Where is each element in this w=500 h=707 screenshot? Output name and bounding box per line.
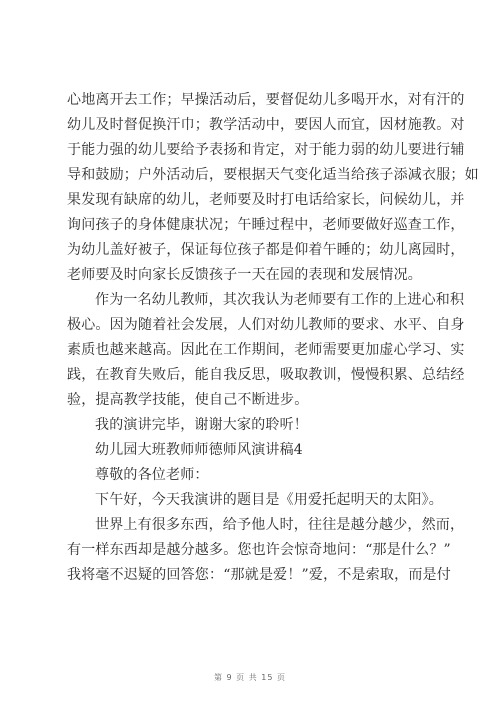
text-line: 有一样东西却是越分越多。您也许会惊奇地问：“那是什么？” bbox=[67, 542, 451, 558]
text-line: 于能力强的幼儿要给予表扬和肯定，对于能力弱的幼儿要进行辅 bbox=[67, 142, 465, 158]
paragraph-start-line: 作为一名幼儿教师，其次我认为老师要有工作的上进心和积 bbox=[95, 292, 465, 308]
text-line: 极心。因为随着社会发展，人们对幼儿教师的要求、水平、自身 bbox=[67, 317, 465, 333]
page-number-footer: 第 9 页 共 15 页 bbox=[214, 673, 286, 682]
text-line: 导和鼓励；户外活动后，要根据天气变化适当给孩子添减衣服；如 bbox=[67, 167, 479, 183]
text-line: 询问孩子的身体健康状况；午睡过程中，老师要做好巡查工作， bbox=[67, 217, 465, 233]
text-line: 果发现有缺席的幼儿，老师要及时打电话给家长，问候幼儿，并 bbox=[67, 192, 465, 208]
closing-line: 我的演讲完毕，谢谢大家的聆听！ bbox=[95, 417, 308, 433]
salutation: 尊敬的各位老师： bbox=[95, 467, 209, 483]
text-line: 素质也越来越高。因此在工作期间，老师需要更加虚心学习、实 bbox=[67, 342, 465, 358]
text-line: 为幼儿盖好被子，保证每位孩子都是仰着午睡的；幼儿离园时， bbox=[67, 242, 465, 258]
text-line: 老师要及时向家长反馈孩子一天在园的表现和发展情况。 bbox=[67, 267, 422, 283]
section-title: 幼儿园大班教师师德师风演讲稿4 bbox=[95, 442, 303, 458]
text-line: 践，在教育失败后，能自我反思，吸取教训，慢慢积累、总结经 bbox=[67, 367, 465, 383]
text-line: 心地离开去工作；早操活动后，要督促幼儿多喝开水，对有汗的 bbox=[67, 92, 465, 108]
paragraph-start-line: 世界上有很多东西，给予他人时，往往是越分越少，然而， bbox=[95, 517, 465, 533]
greeting-line: 下午好，今天我演讲的题目是《用爱托起明天的太阳》。 bbox=[95, 492, 443, 508]
text-line: 幼儿及时督促换汗巾；教学活动中，要因人而宜，因材施教。对 bbox=[67, 117, 465, 133]
text-line: 验，提高教学技能，使自己不断进步。 bbox=[67, 392, 309, 408]
text-line: 我将毫不迟疑的回答您：“那就是爱！”爱，不是索取，而是付 bbox=[67, 567, 451, 583]
